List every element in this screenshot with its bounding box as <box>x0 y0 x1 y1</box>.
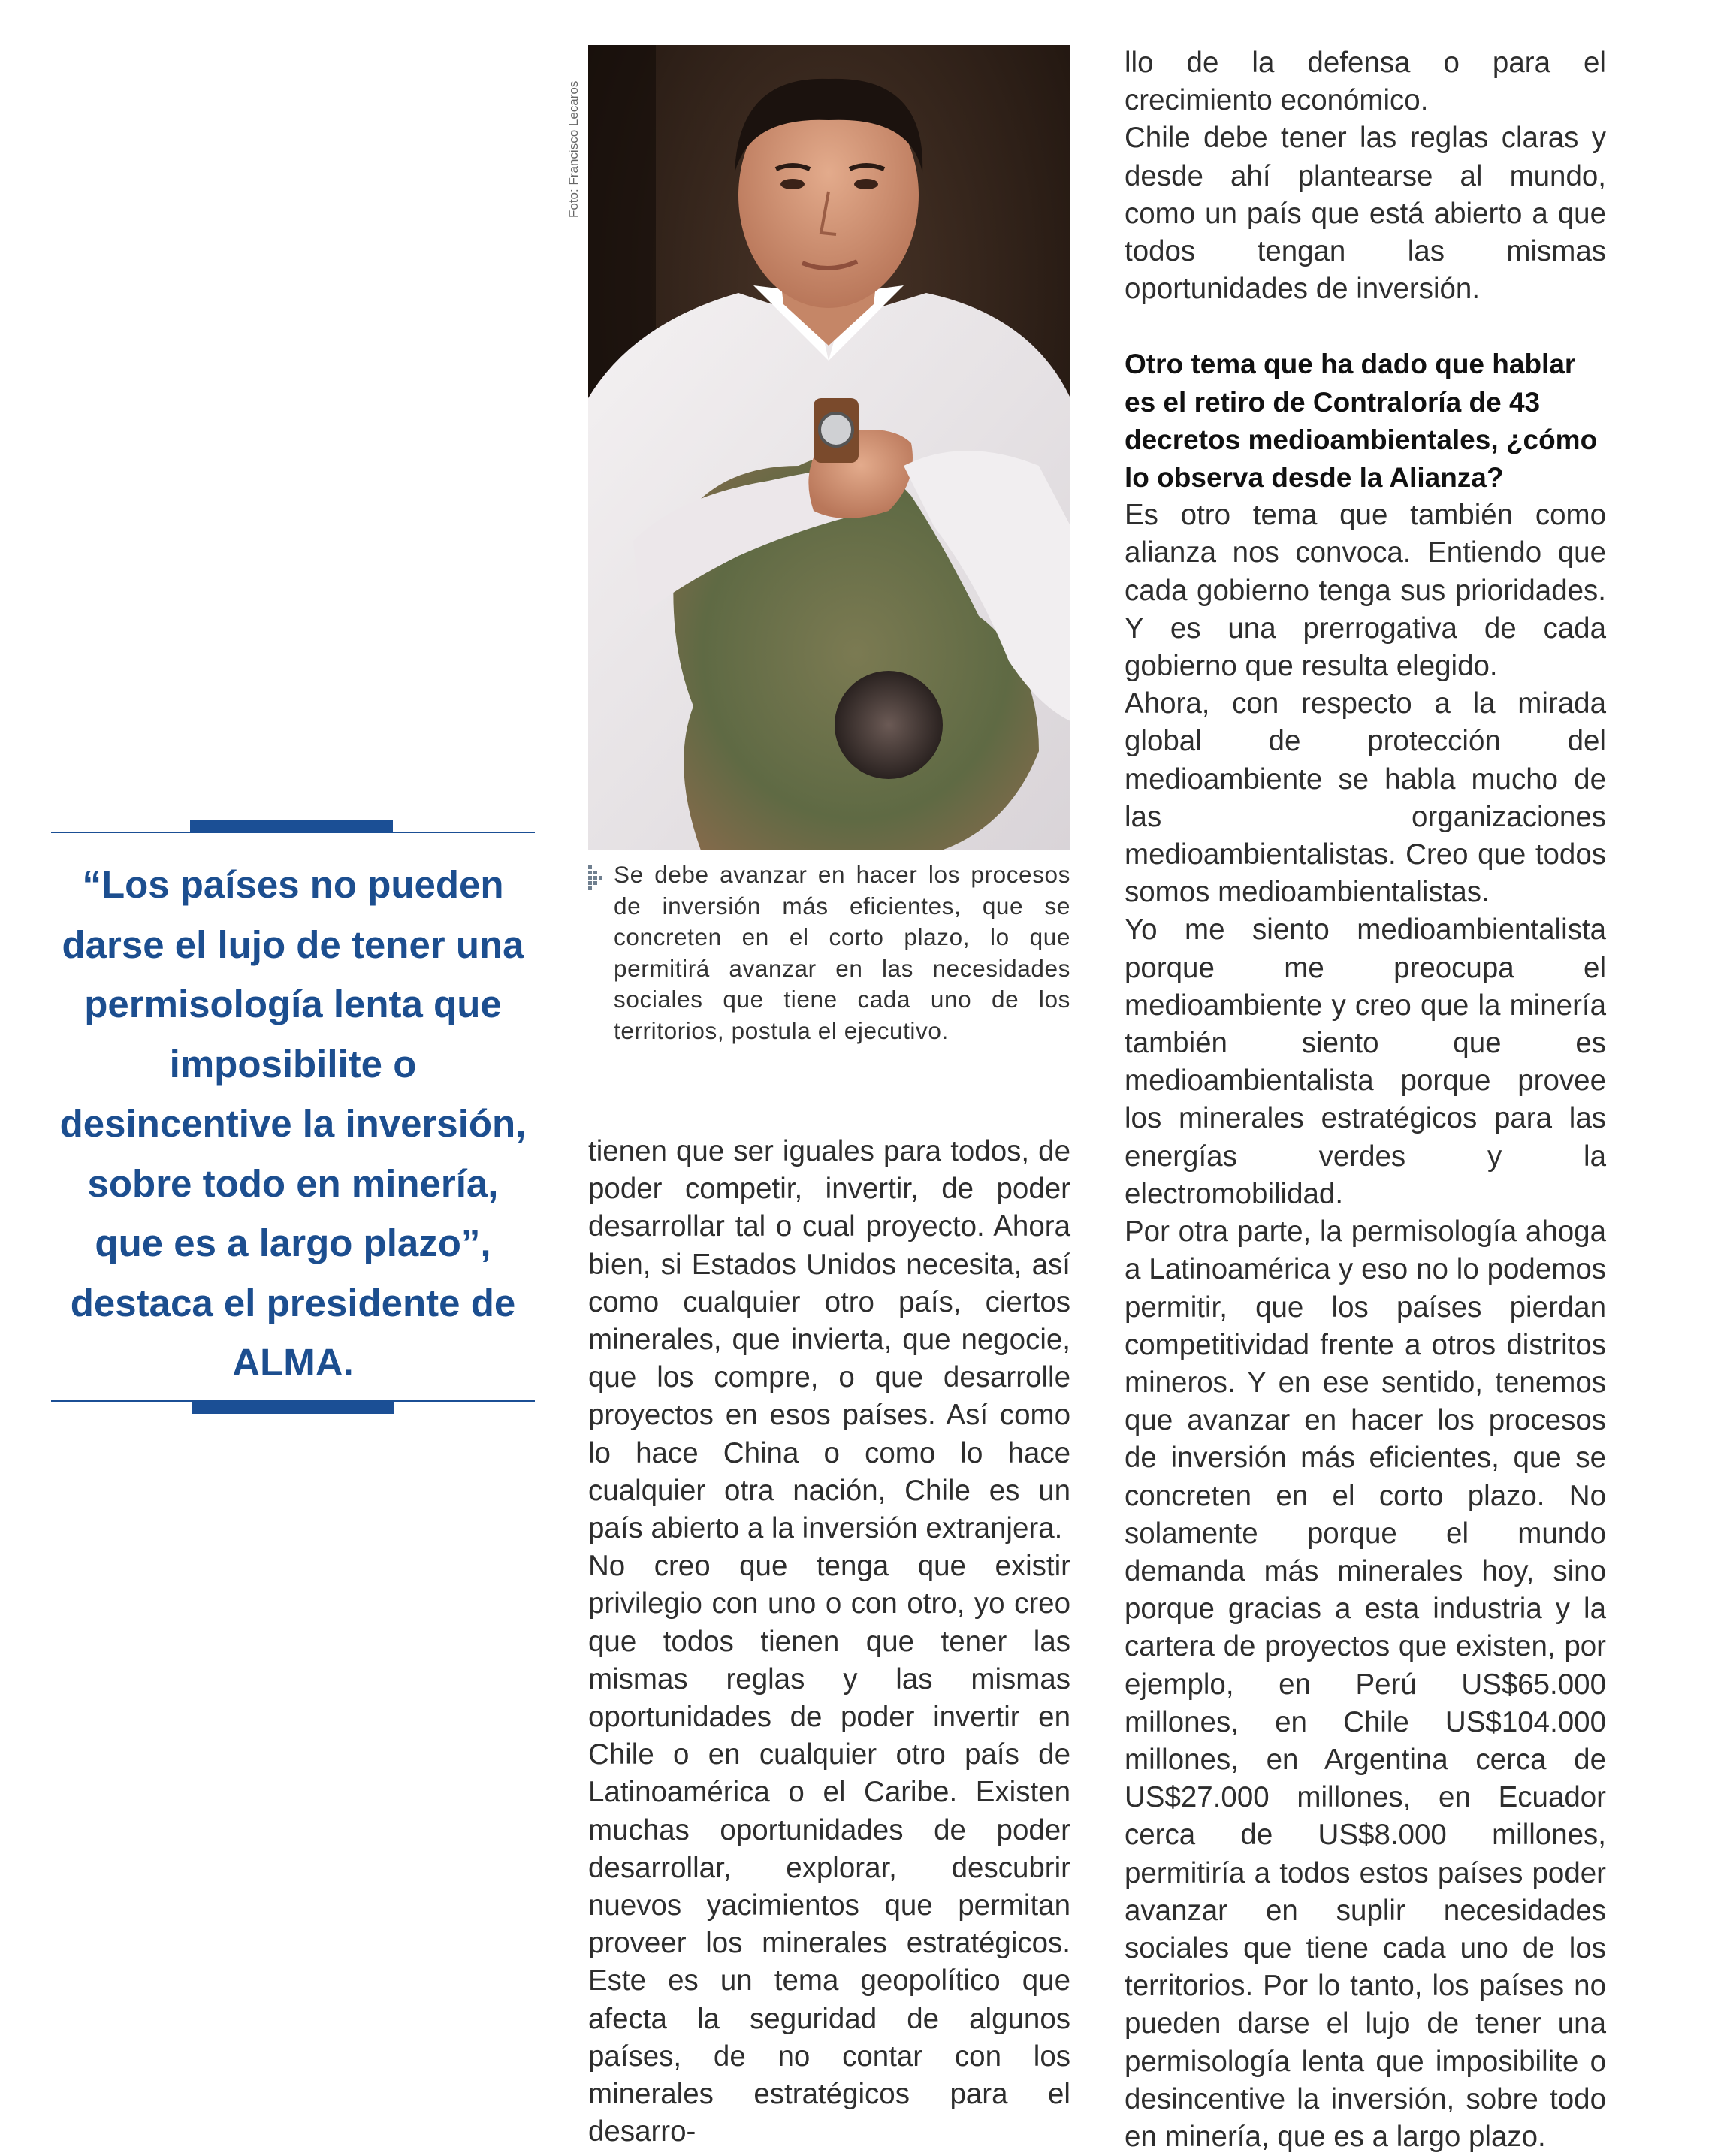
paragraph: Ahora, con respecto a la mirada global de protección del medioambiente se habla mucho de las organizaciones medioambientalistas. Creo que todos somos medioambientalistas. <box>1125 687 1606 909</box>
paragraph: Yo me siento medioambientalista porque me preocupa el medioambiente y creo que la minería también siento que es medioambientalista porque provee los minerales estratégicos para las energías verdes y la electromobilidad. <box>1125 913 1606 1210</box>
paragraph: Por otra parte, la permisología ahoga a Latinoamérica y eso no lo podemos permitir, que los países pierdan competitividad frente a otros distritos mineros. Y en ese sentido, tenemos que avanzar en hacer los procesos de inversión más eficientes, que se concreten en el corto plazo. No solamente porque el mundo demanda más minerales hoy, sino porque gracias a esta industria y la cartera de proyectos que existen, por ejemplo, en Perú US$65.000 millones, en Chile US$104.000 millones, en Argentina cerca de US$27.000 millones, en Ecuador cerca de US$8.000 millones, permitiría a todos estos países poder avanzar en suplir necesidades sociales que tiene cada uno de los territorios. Por lo tanto, los países no pueden darse el lujo de tener una permisología lenta que imposibilite o desincentive la inversión, sobre todo en minería, que es a largo plazo. <box>1125 1215 1606 2153</box>
right-column <box>1125 44 1606 2156</box>
interview-question: Otro tema que ha dado que hablar es el retiro de Contraloría de 43 decretos medioambientales, ¿cómo lo observa desde la Alianza? <box>1125 349 1598 494</box>
paragraph-spacer <box>1125 308 1606 346</box>
paragraph: llo de la defensa o para el crecimiento económico. <box>1125 47 1606 117</box>
photo-credit: Foto: Francisco Lecaros <box>566 80 581 218</box>
portrait-illustration <box>588 45 1070 850</box>
photo-caption <box>588 859 1070 1046</box>
quote-top-accent-bar <box>190 820 393 832</box>
pull-quote-text: “Los países no pueden darse el lujo de tener una permisología lenta que imposibilite o desincentive la inversión, sobre todo en minería, que es a largo plazo”, destaca el presidente de ALMA. <box>59 863 527 1384</box>
paragraph: No creo que tenga que existir privilegio con uno o con otro, yo creo que todos tienen que tener las mismas reglas y las mismas oportunidades de poder invertir en Chile o en cualquier otro país de Latinoamérica o el Caribe. Existen muchas oportunidades de poder desarrollar, explorar, descubrir nuevos yacimientos que permitan proveer los minerales estratégicos. Este es un tema geopolítico que afecta la seguridad de algunos países, de no contar con los minerales estratégicos para el desarro- <box>588 1550 1070 2148</box>
pull-quote-block <box>51 820 535 1414</box>
caption-text: Se debe avanzar en hacer los procesos de inversión más eficientes, que se concreten en el corto plazo, lo que permitirá avanzar en las necesidades sociales que tiene cada uno de los territorios, postula el ejecutivo. <box>614 861 1070 1044</box>
caption-arrow-icon <box>588 865 605 891</box>
paragraph: Es otro tema que también como alianza nos convoca. Entiendo que cada gobierno tenga sus prioridades. Y es una prerrogativa de cada gobierno que resulta elegido. <box>1125 499 1606 683</box>
paragraph: tienen que ser iguales para todos, de poder competir, invertir, de poder desarrollar tal o cual proyecto. Ahora bien, si Estados Unidos necesita, así como cualquier otro país, ciertos minerales, que invierta, que negocie, que los compre, o que desarrolle proyectos en esos países. Así como lo hace China o como lo hace cualquier otra nación, Chile es un país abierto a la inversión extranjera. <box>588 1135 1070 1545</box>
middle-column <box>588 1133 1070 2151</box>
quote-top-rule <box>51 832 535 833</box>
portrait-photo <box>588 45 1070 850</box>
paragraph: Chile debe tener las reglas claras y desde ahí plantearse al mundo, como un país que está abierto a que todos tengan las mismas oportunidades de inversión. <box>1125 122 1606 306</box>
quote-bottom-accent-bar <box>192 1402 394 1414</box>
